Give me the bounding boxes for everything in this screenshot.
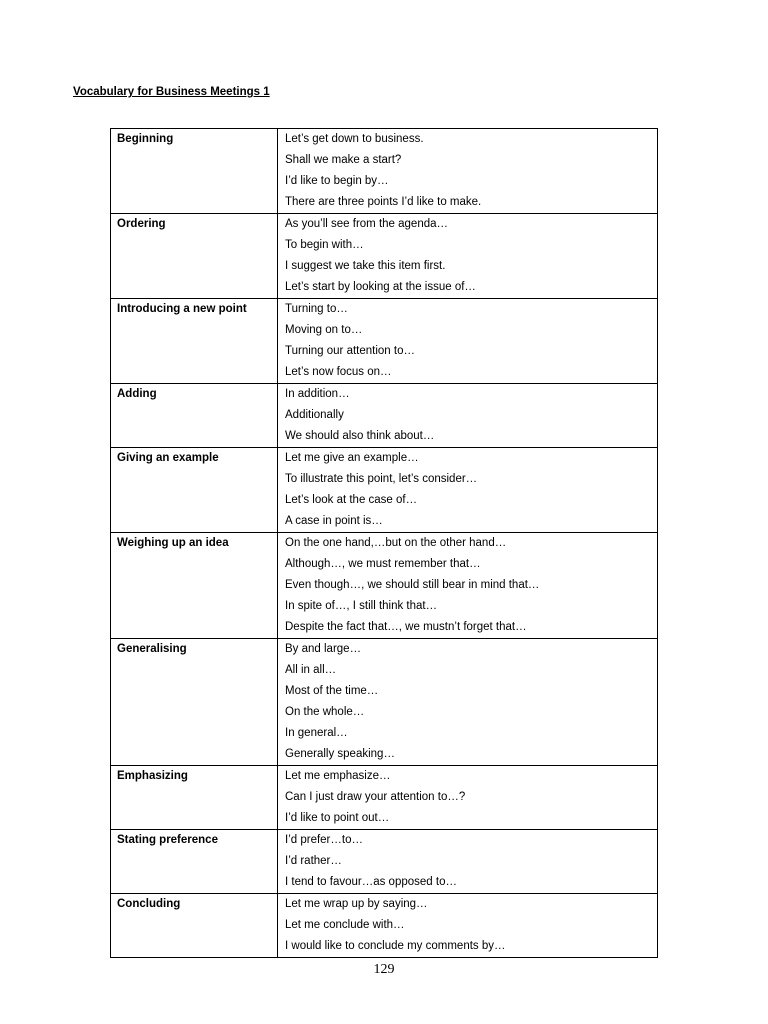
phrase: Let’s look at the case of… bbox=[285, 494, 418, 506]
vocabulary-table bbox=[110, 128, 658, 958]
phrase: As you’ll see from the agenda… bbox=[285, 218, 449, 230]
table-row bbox=[111, 766, 658, 830]
phrase: In general… bbox=[285, 727, 348, 739]
phrase: By and large… bbox=[285, 643, 362, 655]
table-row bbox=[111, 214, 658, 299]
phrase: Turning to… bbox=[285, 303, 348, 315]
phrases-cell bbox=[278, 129, 658, 214]
phrases-cell bbox=[278, 448, 658, 533]
category-cell: Emphasizing bbox=[111, 766, 278, 830]
document-title: Vocabulary for Business Meetings 1 bbox=[73, 86, 270, 98]
phrases-cell bbox=[278, 830, 658, 894]
vocabulary-table-body bbox=[111, 129, 658, 958]
phrases-cell bbox=[278, 384, 658, 448]
phrase: On the whole… bbox=[285, 706, 365, 718]
phrase: Let’s now focus on… bbox=[285, 366, 392, 378]
phrase: Turning our attention to… bbox=[285, 345, 415, 357]
phrase: Let me wrap up by saying… bbox=[285, 898, 428, 910]
category-cell: Concluding bbox=[111, 894, 278, 958]
phrase: We should also think about… bbox=[285, 430, 435, 442]
phrases-cell bbox=[278, 894, 658, 958]
phrases-cell bbox=[278, 766, 658, 830]
phrase: Let’s get down to business. bbox=[285, 133, 424, 145]
phrase: I tend to favour…as opposed to… bbox=[285, 876, 457, 888]
category-cell: Weighing up an idea bbox=[111, 533, 278, 639]
phrase: Generally speaking… bbox=[285, 748, 395, 760]
table-row bbox=[111, 448, 658, 533]
table-row bbox=[111, 639, 658, 766]
phrase: I would like to conclude my comments by… bbox=[285, 940, 506, 952]
phrase: Additionally bbox=[285, 409, 344, 421]
category-cell: Generalising bbox=[111, 639, 278, 766]
category-cell: Adding bbox=[111, 384, 278, 448]
category-cell: Ordering bbox=[111, 214, 278, 299]
phrase: I’d rather… bbox=[285, 855, 342, 867]
table-row bbox=[111, 830, 658, 894]
phrase: I’d like to point out… bbox=[285, 812, 390, 824]
category-cell: Introducing a new point bbox=[111, 299, 278, 384]
phrase: There are three points I’d like to make. bbox=[285, 196, 482, 208]
phrases-cell bbox=[278, 214, 658, 299]
table-row bbox=[111, 533, 658, 639]
category-cell: Stating preference bbox=[111, 830, 278, 894]
phrase: To begin with… bbox=[285, 239, 364, 251]
phrase: In spite of…, I still think that… bbox=[285, 600, 438, 612]
phrase: Moving on to… bbox=[285, 324, 363, 336]
phrase: To illustrate this point, let’s consider… bbox=[285, 473, 478, 485]
table-row bbox=[111, 384, 658, 448]
phrase: Despite the fact that…, we mustn’t forget that… bbox=[285, 621, 527, 633]
phrase: Shall we make a start? bbox=[285, 154, 402, 166]
phrase: A case in point is… bbox=[285, 515, 383, 527]
phrase: Let me give an example… bbox=[285, 452, 419, 464]
phrase: I suggest we take this item first. bbox=[285, 260, 446, 272]
category-cell: Beginning bbox=[111, 129, 278, 214]
phrase: Let’s start by looking at the issue of… bbox=[285, 281, 476, 293]
phrase: Even though…, we should still bear in mind that… bbox=[285, 579, 540, 591]
table-row bbox=[111, 299, 658, 384]
phrase: Can I just draw your attention to…? bbox=[285, 791, 466, 803]
phrase: Although…, we must remember that… bbox=[285, 558, 481, 570]
phrase: Most of the time… bbox=[285, 685, 379, 697]
phrases-cell bbox=[278, 639, 658, 766]
phrase: All in all… bbox=[285, 664, 337, 676]
phrase: On the one hand,…but on the other hand… bbox=[285, 537, 507, 549]
phrase: Let me emphasize… bbox=[285, 770, 391, 782]
phrase: I’d prefer…to… bbox=[285, 834, 363, 846]
phrase: In addition… bbox=[285, 388, 350, 400]
category-cell: Giving an example bbox=[111, 448, 278, 533]
page-number: 129 bbox=[373, 962, 395, 977]
phrase: Let me conclude with… bbox=[285, 919, 405, 931]
table-row bbox=[111, 894, 658, 958]
phrases-cell bbox=[278, 299, 658, 384]
table-row bbox=[111, 129, 658, 214]
phrases-cell bbox=[278, 533, 658, 639]
phrase: I’d like to begin by… bbox=[285, 175, 389, 187]
